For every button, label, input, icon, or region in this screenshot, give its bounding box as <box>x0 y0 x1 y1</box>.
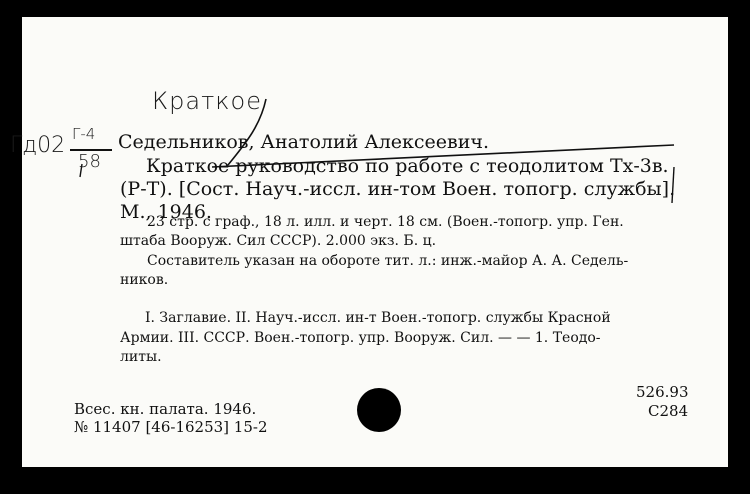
handwritten-title: Краткое <box>152 87 262 115</box>
author-mark: С284 <box>648 402 689 420</box>
tracings-line-2: Армии. III. СССР. Воен.-топогр. упр. Вооруж. Сил. — — 1. Теодо- <box>120 330 601 346</box>
tracings-line-1: I. Заглавие. II. Науч.-иссл. ин-т Воен.-топогр. службы Красной <box>145 310 611 326</box>
card-punch-hole <box>357 388 401 432</box>
shelfmark-sup: Г-4 <box>72 125 96 143</box>
book-chamber-line-1: Всес. кн. палата. 1946. <box>74 400 257 418</box>
author-heading: Седельников, Анатолий Алексеевич. <box>118 131 489 153</box>
title-line-1: Краткое руководство по работе с теодолитом Тх-3в. <box>146 155 669 177</box>
collation-line-1: 23 стр. с граф., 18 л. илл. и черт. 18 см. (Воен.-топогр. упр. Ген. <box>147 214 624 230</box>
classification-number: 526.93 <box>636 383 689 401</box>
imprint: М., 1946. <box>120 201 212 223</box>
shelfmark-bottom: 58 <box>78 151 101 172</box>
note-line-2: ников. <box>120 272 169 288</box>
note-line-1: Составитель указан на обороте тит. л.: инж.-майор А. А. Седель- <box>147 253 629 269</box>
shelfmark-top: Гд02 <box>10 133 66 158</box>
collation-line-2: штаба Вооруж. Сил СССР). 2.000 экз. Б. ц. <box>120 233 437 249</box>
catalog-card <box>10 17 728 467</box>
title-line-2: (Р-Т). [Сост. Науч.-иссл. ин-том Воен. топогр. службы]. <box>120 178 676 200</box>
tracings-line-3: литы. <box>120 349 162 365</box>
book-chamber-line-2: № 11407 [46-16253] 15-2 <box>74 418 268 436</box>
